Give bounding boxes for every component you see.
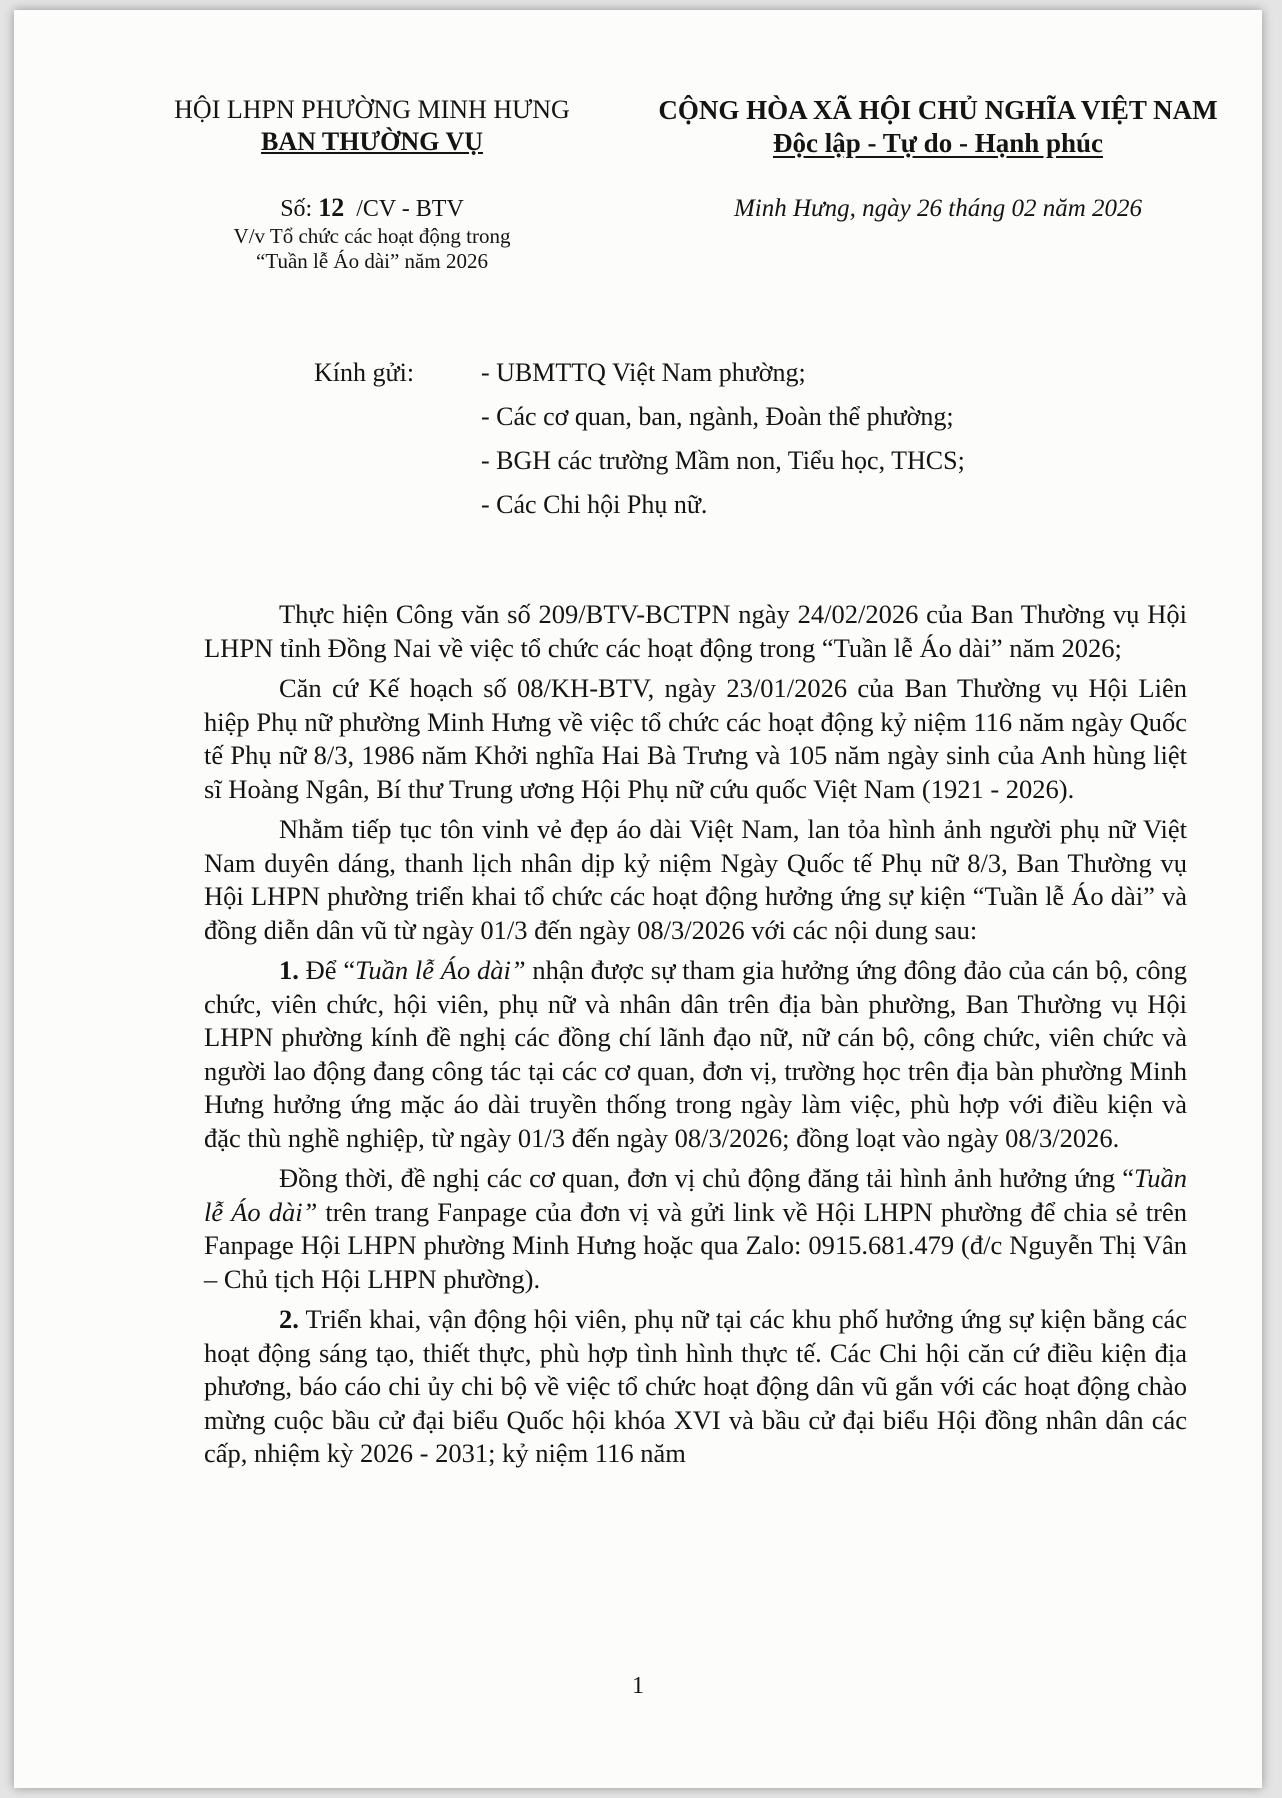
nation-name: CỘNG HÒA XÃ HỘI CHỦ NGHĨA VIỆT NAM	[658, 95, 1218, 125]
recipient-item: - Các Chi hội Phụ nữ.	[481, 490, 708, 519]
event-name: Tuần lễ Áo dài”	[355, 955, 526, 985]
item-number: 1.	[279, 955, 299, 985]
national-header	[638, 94, 1238, 160]
recipient-item: - Các cơ quan, ban, ngành, Đoàn thể phường;	[481, 402, 954, 431]
document-body	[204, 598, 1187, 1478]
document-page	[14, 10, 1262, 1788]
recipient-item: - UBMTTQ Việt Nam phường;	[481, 358, 806, 387]
document-number	[164, 193, 580, 224]
body-paragraph: Căn cứ Kế hoạch số 08/KH-BTV, ngày 23/01/2026 của Ban Thường vụ Hội Liên hiệp Phụ nữ phường Minh Hưng về việc tổ chức các hoạt động kỷ niệm 116 năm ngày Quốc tế Phụ nữ 8/3, 1986 năm Khởi nghĩa Hai Bà Trưng và 105 năm ngày sinh của Anh hùng liệt sĩ Hoàng Ngân, Bí thư Trung ương Hội Phụ nữ cứu quốc Việt Nam (1921 - 2026).	[204, 673, 1187, 804]
body-paragraph: Nhằm tiếp tục tôn vinh vẻ đẹp áo dài Việt Nam, lan tỏa hình ảnh người phụ nữ Việt Nam duyên dáng, thanh lịch nhân dịp kỷ niệm Ngày Quốc tế Phụ nữ 8/3, Ban Thường vụ Hội LHPN phường triển khai tổ chức các hoạt động hưởng ứng sự kiện “Tuần lễ Áo dài” và đồng diễn dân vũ từ ngày 01/3 đến ngày 08/3/2026 với các nội dung sau:	[204, 814, 1187, 945]
paragraph-text: Đồng thời, đề nghị các cơ quan, đơn vị chủ động đăng tải hình ảnh hưởng ứng “	[279, 1163, 1134, 1193]
paragraph-text: nhận được sự tham gia hưởng ứng đông đảo của cán bộ, công chức, viên chức, hội viên, phụ nữ và nhân dân trên địa bàn phường, Ban Thường vụ Hội LHPN phường kính đề nghị các đồng chí lãnh đạo nữ, nữ cán bộ, công chức, viên chức và người lao động đang công tác tại các cơ quan, đơn vị, trường học trên địa bàn phường Minh Hưng hưởng ứng mặc áo dài truyền thống trong ngày làm việc, phù hợp với điều kiện và đặc thù nghề nghiệp, từ ngày 01/3 đến ngày 08/3/2026; đồng loạt vào ngày 08/3/2026.	[204, 955, 1187, 1153]
paragraph-text: trên trang Fanpage của đơn vị và gửi link về Hội LHPN phường để chia sẻ trên Fanpage Hội LHPN phường Minh Hưng hoặc qua Zalo: 0915.681.479 (đ/c Nguyễn Thị Vân – Chủ tịch Hội LHPN phường).	[204, 1196, 1187, 1294]
body-paragraph-item-2	[204, 1303, 1187, 1471]
body-paragraph: Thực hiện Công văn số 209/BTV-BCTPN ngày 24/02/2026 của Ban Thường vụ Hội LHPN tỉnh Đồng Nai về việc tổ chức các hoạt động trong “Tuần lễ Áo dài” năm 2026;	[204, 599, 1187, 663]
doc-subject-line-1: V/v Tổ chức các hoạt động trong	[233, 224, 511, 248]
org-sub-name: BAN THƯỜNG VỤ	[261, 127, 483, 156]
recipient-item: - BGH các trường Mầm non, Tiểu học, THCS;	[481, 446, 965, 475]
doc-subject-line-2: “Tuần lễ Áo dài” năm 2026	[256, 249, 488, 273]
doc-number-value: 12	[318, 193, 345, 222]
recipients-list	[481, 358, 1181, 534]
dateline: Minh Hưng, ngày 26 tháng 02 năm 2026	[733, 195, 1143, 222]
doc-number-suffix: /CV - BTV	[356, 196, 464, 222]
body-paragraph	[204, 1162, 1187, 1296]
paragraph-text: Để “	[298, 955, 356, 985]
issuing-organization	[164, 94, 580, 158]
page-number: 1	[632, 1673, 644, 1699]
event-name: Tuần lễ Áo dài”	[204, 1163, 1187, 1227]
item-number: 2.	[279, 1304, 299, 1334]
org-name: HỘI LHPN PHƯỜNG MINH HƯNG	[174, 95, 570, 124]
recipients-label: Kính gửi:	[314, 358, 415, 387]
national-motto: Độc lập - Tự do - Hạnh phúc	[772, 128, 1104, 158]
doc-number-prefix: Số:	[280, 196, 313, 222]
document-reference	[164, 193, 580, 274]
paragraph-text: Triển khai, vận động hội viên, phụ nữ tại các khu phố hưởng ứng sự kiện bằng các hoạt động sáng tạo, thiết thực, phù hợp tình hình thực tế. Các Chi hội căn cứ điều kiện địa phương, báo cáo chi ủy chi bộ về việc tổ chức hoạt động dân vũ gắn với các hoạt động chào mừng cuộc bầu cử đại biểu Quốc hội khóa XVI và bầu cử đại biểu Hội đồng nhân dân các cấp, nhiệm kỳ 2026 - 2031; kỷ niệm 116 năm	[204, 1304, 1187, 1468]
body-paragraph-item-1	[204, 954, 1187, 1155]
